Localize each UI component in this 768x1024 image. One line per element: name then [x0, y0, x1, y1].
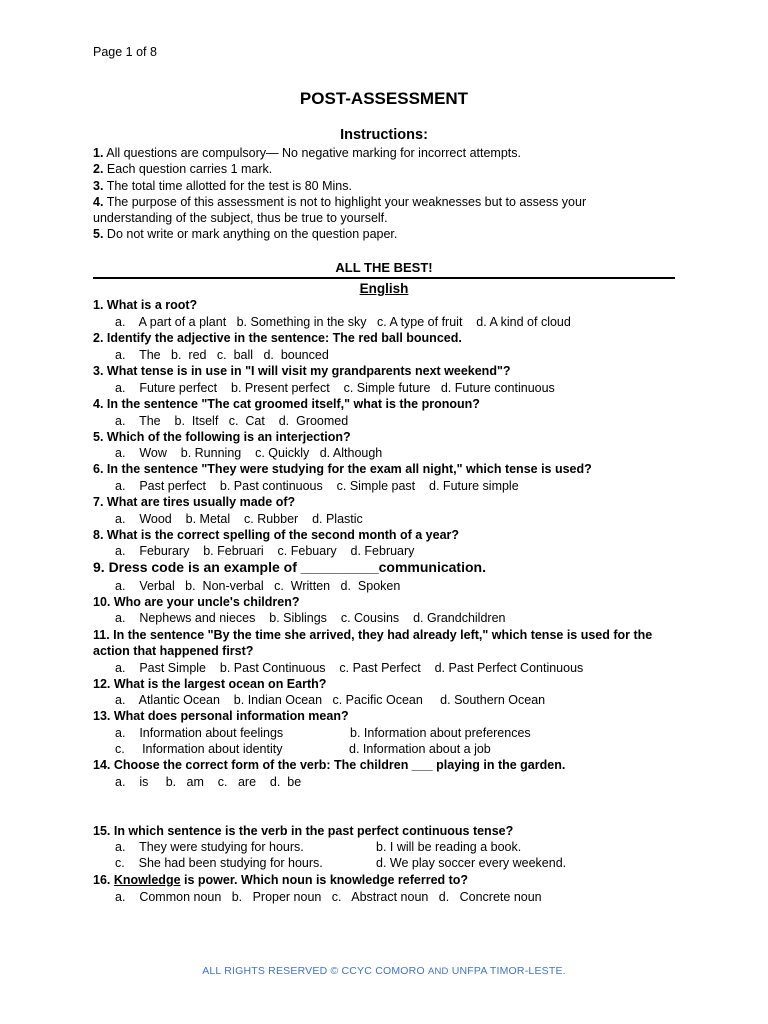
instruction-text: The total time allotted for the test is 80 Mins. [106, 178, 352, 193]
question-15: 15. In which sentence is the verb in the past perfect continuous tense? [93, 824, 514, 838]
instruction-item [93, 194, 653, 227]
question-16-suffix: is power. Which noun is knowledge referred to? [180, 873, 469, 887]
instruction-item [93, 178, 653, 194]
instruction-text: Each question carries 1 mark. [106, 162, 273, 177]
divider [93, 277, 675, 279]
instruction-text: The purpose of this assessment is not to highlight your weaknesses but to assess your understanding of the subject, thus be true to yourself. [93, 194, 587, 226]
question-9-options: a. Verbal b. Non-verbal c. Written d. Spoken [115, 579, 401, 593]
question-13-option-c: c. Information about identity [115, 742, 283, 756]
question-13: 13. What does personal information mean? [93, 709, 349, 723]
instruction-number: 1. [93, 146, 104, 160]
instruction-item [93, 161, 653, 177]
question-13-option-d: d. Information about a job [349, 742, 491, 756]
question-2: 2. Identify the adjective in the sentence: The red ball bounced. [93, 331, 462, 345]
page-title: POST-ASSESSMENT [299, 89, 469, 108]
instruction-number: 4. [93, 194, 104, 209]
instruction-item [93, 145, 653, 161]
question-14-options: a. is b. am c. are d. be [115, 775, 302, 789]
footer-text-and: AND [427, 966, 449, 977]
question-1-options: a. A part of a plant b. Something in the sky c. A type of fruit d. A kind of cloud [115, 315, 571, 329]
question-16-options: a. Common noun b. Proper noun c. Abstract noun d. Concrete noun [115, 890, 542, 904]
question-3-options: a. Future perfect b. Present perfect c. Simple future d. Future continuous [115, 381, 555, 395]
question-13-option-a: a. Information about feelings [115, 726, 284, 740]
question-15-option-a: a. They were studying for hours. [115, 840, 304, 854]
question-5-options: a. Wow b. Running c. Quickly d. Although [115, 446, 383, 460]
instructions-list [93, 145, 653, 243]
instruction-number: 5. [93, 227, 104, 242]
instruction-number: 2. [93, 162, 104, 177]
question-14: 14. Choose the correct form of the verb: The children ___ playing in the garden. [93, 758, 566, 772]
footer-text-2: UNFPA TIMOR-LESTE. [448, 965, 566, 977]
question-15-option-c: c. She had been studying for hours. [115, 856, 323, 870]
question-10: 10. Who are your uncle's children? [93, 595, 300, 609]
question-7-options: a. Wood b. Metal c. Rubber d. Plastic [115, 512, 363, 526]
instruction-text: Do not write or mark anything on the question paper. [106, 227, 398, 242]
question-12: 12. What is the largest ocean on Earth? [93, 677, 327, 691]
question-15-option-b: b. I will be reading a book. [376, 840, 522, 854]
question-16-keyword: Knowledge [113, 873, 181, 887]
question-16 [93, 872, 673, 888]
closing-message: ALL THE BEST! [335, 260, 433, 275]
question-13-option-b: b. Information about preferences [350, 726, 531, 740]
question-8: 8. What is the correct spelling of the second month of a year? [93, 528, 460, 542]
question-3: 3. What tense is in use in "I will visit my grandparents next weekend"? [93, 364, 511, 378]
question-4-options: a. The b. Itself c. Cat d. Groomed [115, 414, 349, 428]
subject-heading: English [359, 281, 409, 296]
instruction-text: All questions are compulsory— No negative marking for incorrect attempts. [106, 146, 521, 160]
footer-text-1: ALL RIGHTS RESERVED © CCYC COMORO [202, 965, 428, 977]
question-10-options: a. Nephews and nieces b. Siblings c. Cousins d. Grandchildren [115, 611, 506, 625]
instruction-number: 3. [93, 178, 104, 193]
question-8-options: a. Feburary b. Februari c. Febuary d. February [115, 544, 415, 558]
question-11-options: a. Past Simple b. Past Continuous c. Past Perfect d. Past Perfect Continuous [115, 661, 584, 675]
question-6: 6. In the sentence "They were studying for the exam all night," which tense is used? [93, 462, 592, 476]
question-11: 11. In the sentence "By the time she arrived, they had already left," which tense is used for the action that happened first? [93, 628, 653, 659]
question-5: 5. Which of the following is an interjection? [93, 430, 351, 444]
footer-copyright [0, 965, 768, 977]
page-number: Page 1 of 8 [93, 45, 157, 59]
question-16-prefix: 16. [93, 873, 114, 887]
question-6-options: a. Past perfect b. Past continuous c. Simple past d. Future simple [115, 479, 519, 493]
instructions-heading: Instructions: [340, 127, 428, 143]
question-15-option-d: d. We play soccer every weekend. [376, 856, 567, 870]
instruction-item [93, 226, 653, 242]
question-2-options: a. The b. red c. ball d. bounced [115, 348, 329, 362]
question-1: 1. What is a root? [93, 298, 198, 312]
question-12-options: a. Atlantic Ocean b. Indian Ocean c. Pacific Ocean d. Southern Ocean [115, 693, 546, 707]
question-4: 4. In the sentence "The cat groomed itself," what is the pronoun? [93, 397, 480, 411]
question-7: 7. What are tires usually made of? [93, 495, 296, 509]
question-9: 9. Dress code is an example of __________communication. [93, 559, 486, 575]
